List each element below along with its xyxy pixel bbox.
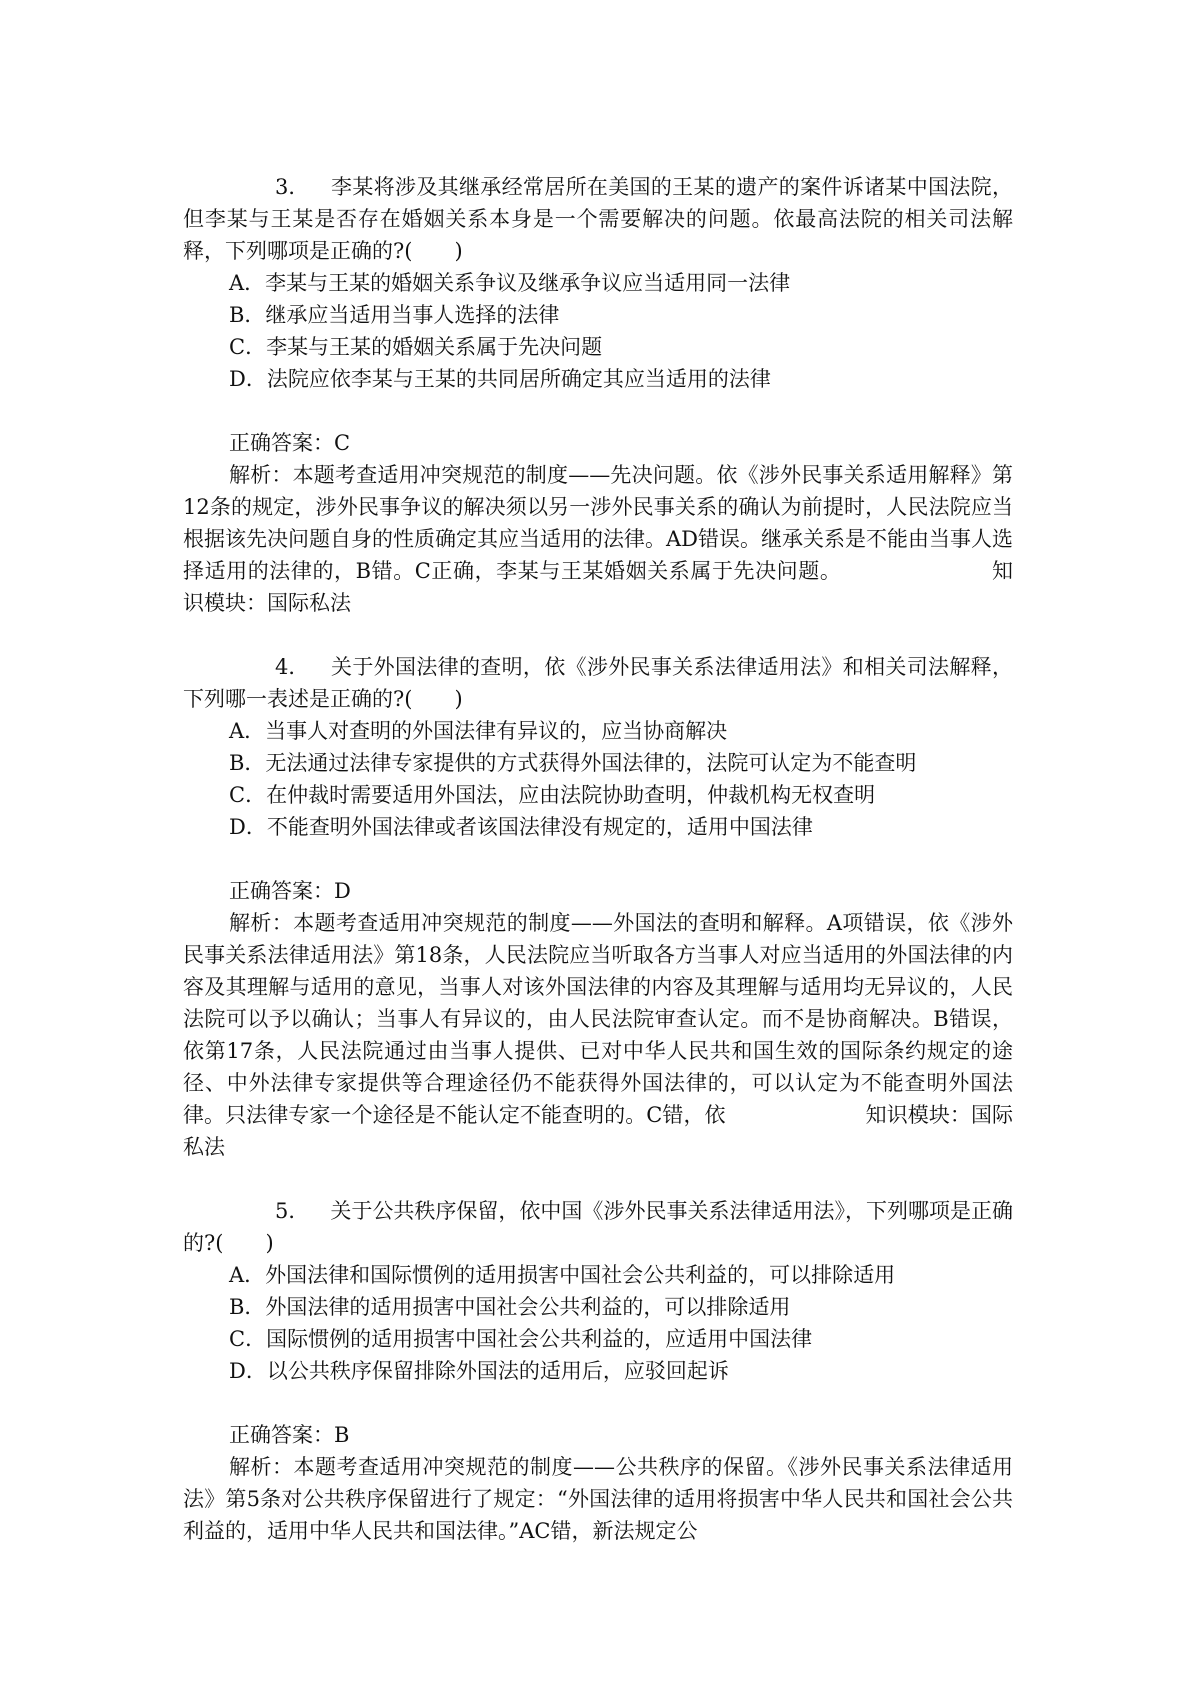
analysis-text: 解析：本题考查适用冲突规范的制度——先决问题。依《涉外民事关系适用解释》第12条的规定，涉外民事争议的解决须以另一涉外民事关系的确认为前提时，人民法院应当根据该先决问题自身的性质确定其应当适用的法律。AD错误。继承关系是不能由当事人选择适用的法律的，B错。C正确，李某与王某婚姻关系属于先决问题。 (183, 463, 1013, 583)
question-stem (183, 1195, 1013, 1259)
correct-answer: 正确答案：C (229, 431, 351, 455)
analysis-text: 解析：本题考查适用冲突规范的制度——公共秩序的保留。《涉外民事关系法律适用法》第5条对公共秩序保留进行了规定：“外国法律的适用将损害中华人民共和国社会公共利益的，适用中华人民共和国法律。”AC错，新法规定公 (183, 1455, 1013, 1543)
option-c: C．国际惯例的适用损害中国社会公共利益的，应适用中国法律 (229, 1327, 813, 1351)
spacer (183, 1387, 1013, 1419)
spacer (183, 1163, 1013, 1195)
question-stem (183, 171, 1013, 267)
question-number: 3． (275, 175, 310, 199)
correct-answer: 正确答案：D (229, 879, 351, 903)
knowledge-module: 知识模块：国际私法 (183, 1103, 1014, 1159)
analysis-text: 解析：本题考查适用冲突规范的制度——外国法的查明和解释。A项错误，依《涉外民事关系法律适用法》第18条，人民法院应当听取各方当事人对应当适用的外国法律的内容及其理解与适用的意见，当事人对该外国法律的内容及其理解与适用均无异议的，人民法院可以予以确认；当事人有异议的，由人民法院审查认定。而不是协商解决。B错误，依第17条，人民法院通过由当事人提供、已对中华人民共和国生效的国际条约规定的途径、中外法律专家提供等合理途径仍不能获得外国法律的，可以认定为不能查明外国法律。只法律专家一个途径是不能认定不能查明的。C错，依 (183, 911, 1013, 1127)
question-stem (183, 651, 1013, 715)
spacer (183, 843, 1013, 875)
knowledge-module: 知识模块：国际私法 (183, 559, 1013, 615)
option-b: B．外国法律的适用损害中国社会公共利益的，可以排除适用 (229, 1295, 791, 1319)
option-a: A．当事人对查明的外国法律有异议的，应当协商解决 (229, 719, 728, 743)
option-d: D．不能查明外国法律或者该国法律没有规定的，适用中国法律 (229, 815, 813, 839)
spacer (183, 395, 1013, 427)
question-text: 关于公共秩序保留，依中国《涉外民事关系法律适用法》，下列哪项是正确的?( ) (183, 1199, 1014, 1255)
question-number: 5． (275, 1199, 310, 1223)
option-d: D．以公共秩序保留排除外国法的适用后，应驳回起诉 (229, 1359, 729, 1383)
question-text: 李某将涉及其继承经常居所在美国的王某的遗产的案件诉诸某中国法院，但李某与王某是否存在婚姻关系本身是一个需要解决的问题。依最高法院的相关司法解释，下列哪项是正确的?( ) (183, 175, 1014, 263)
option-d: D．法院应依李某与王某的共同居所确定其应当适用的法律 (229, 367, 771, 391)
option-a: A．李某与王某的婚姻关系争议及继承争议应当适用同一法律 (229, 271, 791, 295)
option-a: A．外国法律和国际惯例的适用损害中国社会公共利益的，可以排除适用 (229, 1263, 896, 1287)
spacer (183, 619, 1013, 651)
question-block-4 (183, 651, 1013, 1163)
option-b: B．无法通过法律专家提供的方式获得外国法律的，法院可认定为不能查明 (229, 751, 917, 775)
document-content (183, 171, 1013, 1547)
question-block-3 (183, 171, 1013, 619)
option-b: B．继承应当适用当事人选择的法律 (229, 303, 560, 327)
question-number: 4． (275, 655, 310, 679)
correct-answer: 正确答案：B (229, 1423, 350, 1447)
analysis (183, 1451, 1013, 1547)
option-c: C．李某与王某的婚姻关系属于先决问题 (229, 335, 603, 359)
option-c: C．在仲裁时需要适用外国法，应由法院协助查明，仲裁机构无权查明 (229, 783, 876, 807)
question-text: 关于外国法律的查明，依《涉外民事关系法律适用法》和相关司法解释，下列哪一表述是正确的?( ) (183, 655, 1014, 711)
question-block-5 (183, 1195, 1013, 1547)
analysis (183, 459, 1013, 619)
analysis (183, 907, 1013, 1163)
